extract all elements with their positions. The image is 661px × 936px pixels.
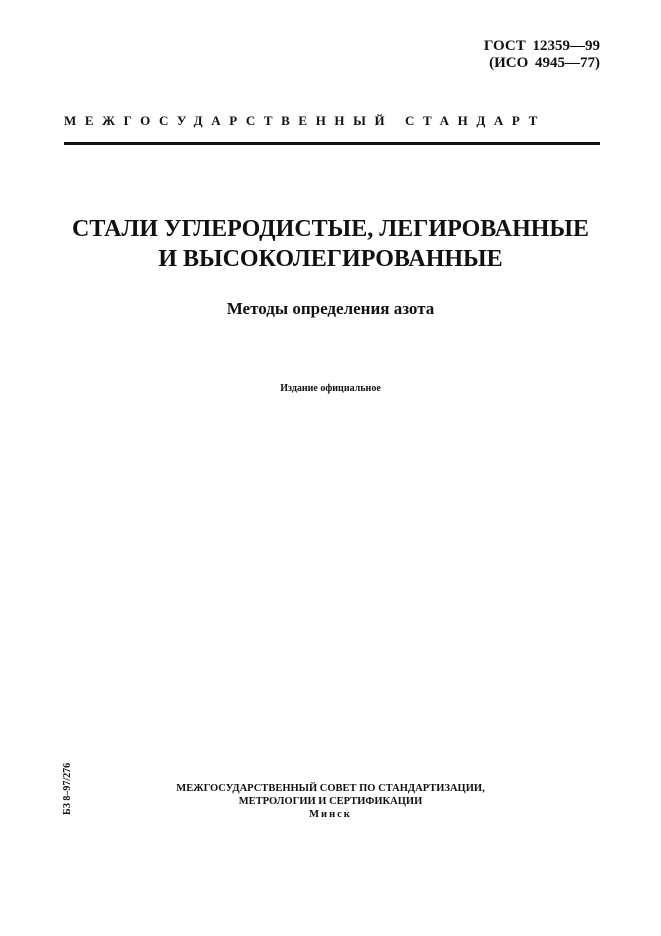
edition-label: Издание официальное [280, 383, 381, 394]
publisher-block [0, 782, 661, 821]
document-title [0, 214, 661, 274]
title-line-2: И ВЫСОКОЛЕГИРОВАННЫЕ [158, 246, 503, 272]
standard-designation [484, 38, 600, 72]
publisher-city: Минск [309, 809, 352, 820]
standard-type-heading: МЕЖГОСУДАРСТВЕННЫЙ СТАНДАРТ [64, 113, 546, 128]
publisher-line-2: МЕТРОЛОГИИ И СЕРТИФИКАЦИИ [238, 796, 423, 807]
iso-number: (ИСО 4945—77) [489, 55, 600, 71]
gost-number: ГОСТ 12359—99 [483, 38, 600, 54]
side-code: БЗ 8–97/276 [62, 762, 73, 815]
publisher-line-1: МЕЖГОСУДАРСТВЕННЫЙ СОВЕТ ПО СТАНДАРТИЗАЦИИ, [176, 783, 485, 794]
header-rule [64, 142, 600, 145]
document-subtitle: Методы определения азота [226, 299, 435, 318]
title-line-1: СТАЛИ УГЛЕРОДИСТЫЕ, ЛЕГИРОВАННЫЕ [71, 216, 590, 242]
